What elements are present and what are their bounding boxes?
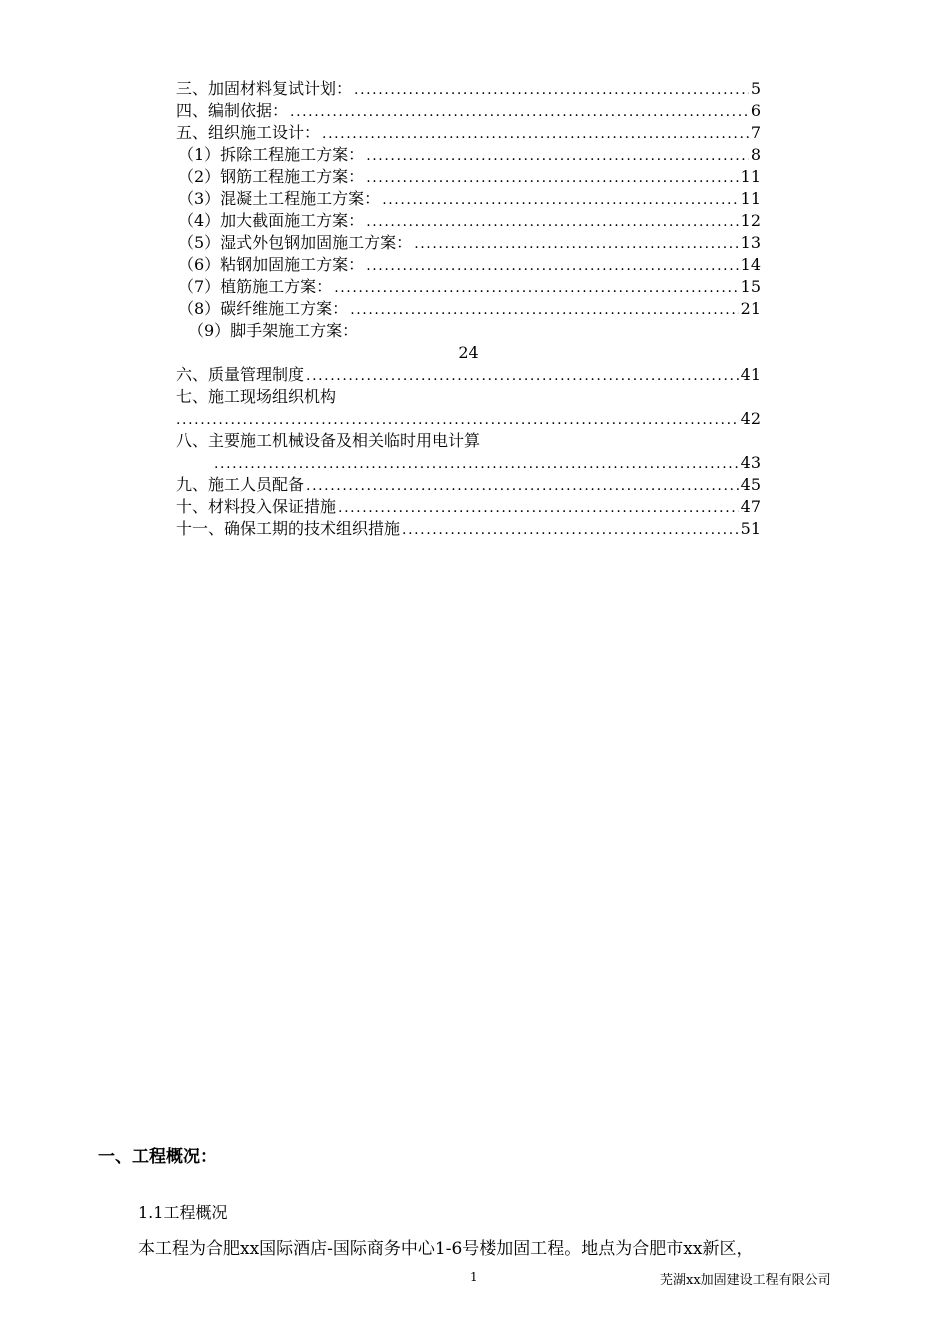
toc-leader-dots: [402, 519, 739, 541]
toc-leader-dots: [350, 299, 738, 321]
toc-entry-title: （5）湿式外包钢加固施工方案：: [178, 233, 413, 252]
toc-leader-dots: [354, 79, 749, 101]
toc-leader-dots: [414, 233, 738, 255]
toc-entry[interactable]: [176, 144, 761, 166]
toc-entry-title: （3）混凝土工程施工方案：: [178, 189, 381, 208]
toc-entry-page: 43: [740, 453, 761, 472]
toc-entry-page: 11: [740, 167, 761, 186]
toc-leader-dots: [366, 167, 738, 189]
section-heading: 一、工程概况：: [98, 1147, 217, 1167]
subsection-heading: 1.1工程概况: [138, 1203, 228, 1222]
toc-leader-dots: [176, 409, 739, 431]
toc-entry-title: （2）钢筋工程施工方案：: [178, 167, 365, 186]
toc-entry-title: 八、主要施工机械设备及相关临时用电计算: [176, 431, 481, 450]
toc-entry[interactable]: [176, 122, 761, 144]
toc-entry-page: 24: [458, 343, 479, 362]
toc-entry[interactable]: [176, 78, 761, 100]
toc-leader-dots: [382, 189, 738, 211]
toc-entry-title: （8）碳纤维施工方案：: [178, 299, 349, 318]
toc-entry[interactable]: [176, 518, 761, 540]
toc-entry[interactable]: [176, 166, 761, 188]
toc-entry-page: 8: [750, 145, 761, 164]
toc-entry-page: 45: [740, 475, 761, 494]
toc-entry[interactable]: [176, 298, 761, 320]
toc-entry-title: 七、施工现场组织机构: [176, 387, 337, 406]
toc-leader-dots: [366, 145, 749, 167]
toc-entry-page: 47: [740, 497, 761, 516]
toc-leader-dots: [334, 277, 738, 299]
toc-entry-page: 51: [740, 519, 761, 538]
toc-entry-title: （1）拆除工程施工方案：: [178, 145, 365, 164]
toc-entry-page: 13: [740, 233, 761, 252]
toc-entry[interactable]: [176, 364, 761, 386]
toc-entry-page: 12: [740, 211, 761, 230]
toc-entry[interactable]: [176, 188, 761, 210]
toc-entry-title: 五、组织施工设计：: [176, 123, 321, 142]
toc-entry[interactable]: [176, 100, 761, 122]
toc-leader-dots: [366, 255, 738, 277]
toc-entry-title: （4）加大截面施工方案：: [178, 211, 365, 230]
toc-entry-title: 十一、确保工期的技术组织措施: [176, 519, 401, 538]
toc-entry-page: 7: [750, 123, 761, 142]
toc-entry-title: 十、材料投入保证措施: [176, 497, 337, 516]
footer-page-number: 1: [470, 1270, 478, 1284]
toc-entry-page: 6: [750, 101, 761, 120]
toc-entry-dots-line[interactable]: [176, 408, 761, 430]
toc-entry-title: 四、编制依据：: [176, 101, 289, 120]
toc-leader-dots: [366, 211, 738, 233]
toc-leader-dots: [290, 101, 749, 123]
toc-entry[interactable]: [176, 474, 761, 496]
toc-entry[interactable]: [176, 232, 761, 254]
toc-entry-title-line[interactable]: [176, 386, 761, 408]
toc-entry-title: （9）脚手架施工方案：: [188, 321, 359, 340]
toc-entry-page: 14: [740, 255, 761, 274]
body-paragraph: 本工程为合肥xx国际酒店-国际商务中心1-6号楼加固工程。地点为合肥市xx新区，: [138, 1239, 754, 1259]
toc-entry[interactable]: [176, 254, 761, 276]
toc-entry-title-line[interactable]: [176, 430, 761, 452]
toc-entry-dots-line[interactable]: [176, 452, 761, 474]
toc-entry-title: 三、加固材料复试计划：: [176, 79, 353, 98]
toc-entry-title: （6）粘钢加固施工方案：: [178, 255, 365, 274]
toc-leader-dots: [338, 497, 739, 519]
toc-entry-page: 41: [740, 365, 761, 384]
toc-entry[interactable]: [176, 496, 761, 518]
toc-entry-scaffold[interactable]: [176, 320, 761, 342]
toc-entry-page: 42: [740, 409, 761, 428]
toc-leader-dots: [306, 365, 739, 387]
toc-entry-page: 5: [750, 79, 761, 98]
table-of-contents: [176, 78, 761, 540]
footer-company-name: 芜湖xx加固建设工程有限公司: [660, 1273, 831, 1288]
toc-entry-title: （7）植筋施工方案：: [178, 277, 333, 296]
toc-leader-dots: [322, 123, 749, 145]
toc-entry-title: 九、施工人员配备: [176, 475, 305, 494]
toc-entry-page: 15: [740, 277, 761, 296]
toc-entry[interactable]: [176, 210, 761, 232]
toc-entry[interactable]: [176, 276, 761, 298]
toc-leader-dots: [214, 453, 739, 475]
toc-entry-page: 11: [740, 189, 761, 208]
toc-entry-title: 六、质量管理制度: [176, 365, 305, 384]
toc-entry-page: 21: [740, 299, 761, 318]
toc-leader-dots: [306, 475, 739, 497]
